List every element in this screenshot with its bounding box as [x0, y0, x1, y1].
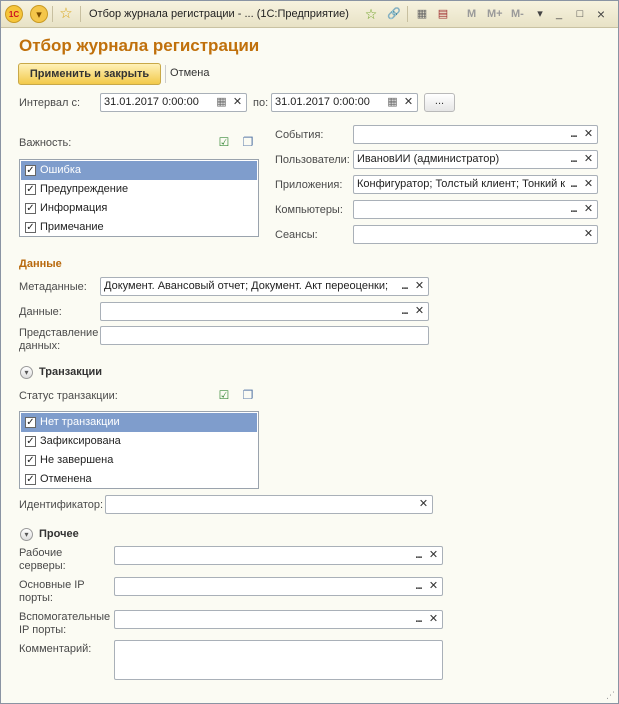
- events-label: События:: [275, 129, 324, 141]
- importance-list: [19, 159, 259, 237]
- checkbox[interactable]: ✓: [26, 436, 35, 447]
- app-logo-icon[interactable]: 1С: [5, 5, 23, 23]
- aux-ip-ports-field[interactable]: [114, 610, 443, 629]
- select-button[interactable]: ...: [401, 280, 408, 292]
- clear-icon[interactable]: ✕: [583, 153, 594, 165]
- select-button[interactable]: ...: [570, 178, 577, 190]
- checkbox[interactable]: ✓: [26, 184, 35, 195]
- other-collapse-icon[interactable]: ▾: [20, 528, 33, 541]
- interval-to-label: по:: [253, 97, 269, 109]
- list-item-label: Нет транзакции: [40, 416, 120, 428]
- select-button[interactable]: ...: [415, 580, 422, 592]
- restore-button[interactable]: □: [576, 8, 584, 20]
- presentation-label: Представление данных:: [19, 327, 99, 352]
- transaction-status-list: [19, 411, 259, 489]
- minimize-button[interactable]: _: [555, 8, 563, 20]
- clear-icon[interactable]: ✕: [403, 96, 414, 108]
- identifier-field[interactable]: [105, 495, 433, 514]
- close-button[interactable]: ×: [596, 6, 606, 22]
- users-value: ИвановИИ (администратор): [357, 153, 500, 165]
- events-field[interactable]: [353, 125, 598, 144]
- clear-icon[interactable]: ✕: [583, 128, 594, 140]
- interval-to-value: 31.01.2017 0:00:00: [275, 96, 370, 108]
- clear-icon[interactable]: ✕: [232, 96, 243, 108]
- clear-icon[interactable]: ✕: [428, 580, 439, 592]
- list-item[interactable]: [21, 180, 257, 199]
- add-favorite-icon[interactable]: ☆: [364, 6, 378, 22]
- work-servers-field[interactable]: [114, 546, 443, 565]
- data-section-title: Данные: [19, 258, 62, 270]
- transactions-collapse-icon[interactable]: ▾: [20, 366, 33, 379]
- clear-icon[interactable]: ✕: [428, 613, 439, 625]
- checkbox[interactable]: ✓: [26, 417, 35, 428]
- list-item[interactable]: [21, 432, 257, 451]
- list-item-label: Примечание: [40, 221, 104, 233]
- interval-from-field[interactable]: [100, 93, 247, 112]
- memory-plus-button[interactable]: M+: [487, 8, 503, 20]
- work-servers-label: Рабочие серверы:: [19, 547, 66, 572]
- users-label: Пользователи:: [275, 154, 350, 166]
- sessions-label: Сеансы:: [275, 229, 318, 241]
- metadata-value: Документ. Авансовый отчет; Документ. Акт переоценки;: [104, 280, 389, 292]
- select-button[interactable]: ...: [415, 613, 422, 625]
- main-ip-ports-label: Основные IP порты:: [19, 579, 85, 604]
- favorite-star-icon[interactable]: ☆: [59, 5, 73, 22]
- computers-label: Компьютеры:: [275, 204, 343, 216]
- list-item-label: Зафиксирована: [40, 435, 121, 447]
- select-button[interactable]: ...: [570, 128, 577, 140]
- checkbox[interactable]: ✓: [26, 474, 35, 485]
- checkbox[interactable]: ✓: [26, 165, 35, 176]
- aux-ip-ports-label: Вспомогательные IP порты:: [19, 611, 111, 636]
- clear-icon[interactable]: ✕: [583, 228, 594, 240]
- checkbox[interactable]: ✓: [26, 222, 35, 233]
- computers-field[interactable]: [353, 200, 598, 219]
- calendar-icon[interactable]: ▤: [437, 8, 449, 20]
- transaction-status-label: Статус транзакции:: [19, 390, 118, 402]
- data-field[interactable]: [100, 302, 429, 321]
- check-all-icon[interactable]: ☑: [218, 135, 230, 149]
- list-item-label: Отменена: [40, 473, 92, 485]
- clear-icon[interactable]: ✕: [428, 549, 439, 561]
- select-button[interactable]: ...: [415, 549, 422, 561]
- comment-label: Комментарий:: [19, 643, 92, 655]
- calendar-icon[interactable]: ▦: [387, 96, 398, 108]
- title-bar: [1, 1, 618, 28]
- list-item[interactable]: [21, 413, 257, 432]
- transactions-title[interactable]: Транзакции: [39, 366, 103, 378]
- toolbar-menu-icon[interactable]: ▾: [537, 8, 543, 20]
- list-item-label: Ошибка: [40, 164, 81, 176]
- cancel-button[interactable]: Отмена: [170, 67, 210, 79]
- uncheck-all-icon[interactable]: ❐: [242, 135, 254, 149]
- users-field[interactable]: [353, 150, 598, 169]
- link-icon[interactable]: 🔗: [387, 8, 401, 20]
- comment-textarea[interactable]: [114, 640, 443, 680]
- calendar-icon[interactable]: ▦: [216, 96, 227, 108]
- metadata-label: Метаданные:: [19, 281, 87, 293]
- check-all-icon[interactable]: ☑: [218, 388, 230, 402]
- select-button[interactable]: ...: [401, 305, 408, 317]
- button-separator: [165, 65, 166, 83]
- clear-icon[interactable]: ✕: [418, 498, 429, 510]
- calculator-icon[interactable]: ▦: [416, 8, 428, 20]
- window-title: Отбор журнала регистрации - ... (1С:Предприятие): [89, 8, 349, 20]
- list-item[interactable]: [21, 199, 257, 218]
- data-label: Данные:: [19, 306, 62, 318]
- form-title: Отбор журнала регистрации: [19, 36, 260, 55]
- applications-label: Приложения:: [275, 179, 343, 191]
- clear-icon[interactable]: ✕: [414, 305, 425, 317]
- clear-icon[interactable]: ✕: [414, 280, 425, 292]
- metadata-field[interactable]: [100, 277, 429, 296]
- interval-from-value: 31.01.2017 0:00:00: [104, 96, 199, 108]
- memory-m-button[interactable]: M: [467, 8, 477, 20]
- select-button[interactable]: ...: [570, 203, 577, 215]
- main-ip-ports-field[interactable]: [114, 577, 443, 596]
- list-item[interactable]: [21, 451, 257, 470]
- toolbar-separator: [407, 6, 408, 22]
- list-item[interactable]: [21, 218, 257, 237]
- list-item-label: Предупреждение: [40, 183, 129, 195]
- clear-icon[interactable]: ✕: [583, 178, 594, 190]
- menu-arrow-icon[interactable]: ▾: [30, 5, 48, 23]
- sessions-field[interactable]: [353, 225, 598, 244]
- list-item[interactable]: [21, 161, 257, 180]
- interval-pick-button[interactable]: ...: [424, 93, 455, 112]
- memory-minus-button[interactable]: M-: [511, 8, 524, 20]
- toolbar-separator: [52, 6, 53, 22]
- checkbox[interactable]: ✓: [26, 203, 35, 214]
- list-item-label: Информация: [40, 202, 108, 214]
- list-item[interactable]: [21, 470, 257, 489]
- applications-value: Конфигуратор; Толстый клиент; Тонкий к: [357, 178, 565, 190]
- applications-field[interactable]: [353, 175, 598, 194]
- other-title[interactable]: Прочее: [39, 528, 79, 540]
- presentation-field[interactable]: [100, 326, 429, 345]
- select-button[interactable]: ...: [570, 153, 577, 165]
- interval-to-field[interactable]: [271, 93, 418, 112]
- list-item-label: Не завершена: [40, 454, 114, 466]
- identifier-label: Идентификатор:: [19, 499, 104, 511]
- toolbar-separator: [80, 6, 81, 22]
- resize-grip[interactable]: ⋰: [606, 690, 615, 700]
- importance-label: Важность:: [19, 137, 72, 149]
- interval-label: Интервал с:: [19, 97, 80, 109]
- checkbox[interactable]: ✓: [26, 455, 35, 466]
- uncheck-all-icon[interactable]: ❐: [242, 388, 254, 402]
- apply-and-close-button[interactable]: Применить и закрыть: [18, 63, 161, 85]
- clear-icon[interactable]: ✕: [583, 203, 594, 215]
